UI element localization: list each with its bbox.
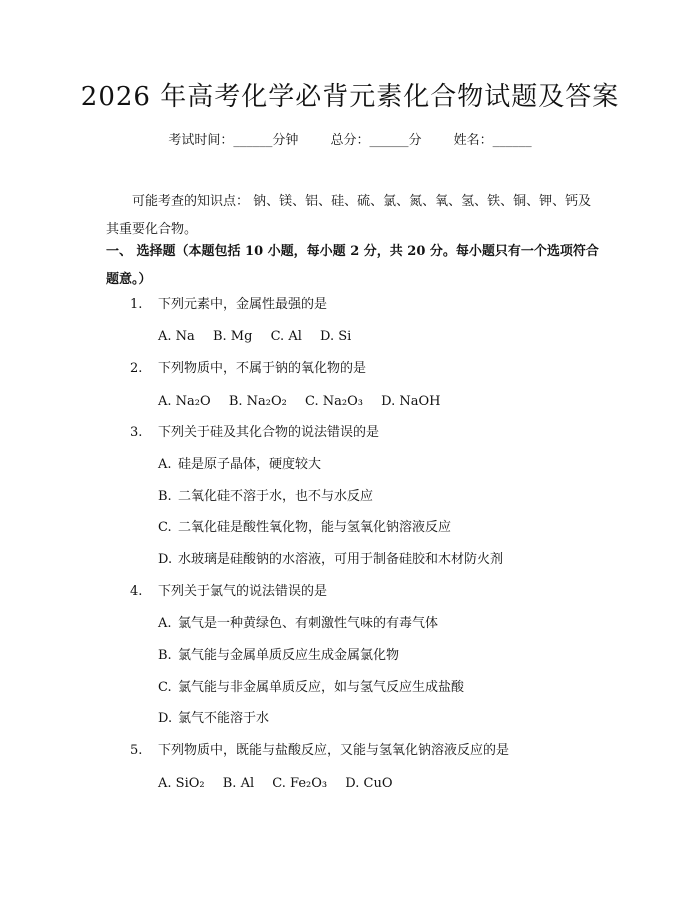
question-number: 3. [130,425,143,440]
option-b: B. Al [222,776,255,791]
question-4-option-c: C. 氯气能与非金属单质反应，如与氢气反应生成盐酸 [158,680,465,695]
exam-info-line [0,132,700,150]
question-stem: 下列关于氯气的说法错误的是 [158,584,328,599]
question-3 [130,424,379,442]
question-1 [130,296,327,314]
page-title: 2026 年高考化学必背元素化合物试题及答案 [80,82,620,112]
question-number: 1. [130,297,143,312]
question-3-option-d: D. 水玻璃是硅酸钠的水溶液，可用于制备硅胶和木材防火剂 [158,552,504,567]
question-5 [130,742,509,760]
question-4-option-d: D. 氯气不能溶于水 [158,711,270,726]
option-b: B. Mg [212,329,253,344]
option-a: A. Na [158,329,195,344]
question-number: 2. [130,361,143,376]
question-stem: 下列元素中，金属性最强的是 [158,297,328,312]
option-c: C. Al [270,329,302,344]
option-b: B. Na₂O₂ [228,394,287,409]
question-3-option-a: A. 硅是原子晶体，硬度较大 [158,457,322,472]
question-number: 5. [130,743,143,758]
option-c: C. Na₂O₃ [305,394,363,409]
question-stem: 下列物质中，既能与盐酸反应，又能与氢氧化钠溶液反应的是 [158,743,510,758]
question-3-option-c: C. 二氧化硅是酸性氧化物，能与氢氧化钠溶液反应 [158,520,452,535]
exam-score-field: 总分：______分 [330,133,422,148]
question-stem: 下列关于硅及其化合物的说法错误的是 [158,425,380,440]
option-a: A. SiO₂ [158,776,205,791]
question-1-options [158,328,365,346]
question-2 [130,360,366,378]
option-d: D. CuO [345,776,393,791]
option-c: C. Fe₂O₃ [272,776,328,791]
question-4-option-a: A. 氯气是一种黄绿色、有刺激性气味的有毒气体 [158,616,439,631]
knowledge-points-intro: 可能考查的知识点： 钠、镁、铝、硅、硫、氯、氮、氧、氢、铁、铜、钾、钙及其重要化合物。 [106,194,592,237]
question-stem: 下列物质中，不属于钠的氧化物的是 [158,361,367,376]
question-number: 4. [130,584,143,599]
question-2-options [158,393,454,411]
question-5-options [158,775,406,793]
option-d: D. Si [320,329,352,344]
option-d: D. NaOH [381,394,441,409]
question-4-option-b: B. 氯气能与金属单质反应生成金属氯化物 [158,648,400,663]
exam-name-field: 姓名：______ [453,133,532,148]
option-a: A. Na₂O [158,394,211,409]
question-3-option-b: B. 二氧化硅不溶于水，也不与水反应 [158,489,374,504]
exam-time-field: 考试时间：______分钟 [168,133,299,148]
question-4 [130,583,327,601]
section-heading: 一、 选择题（本题包括 10 小题，每小题 2 分，共 20 分。每小题只有一个选项符合题意。） [106,244,599,287]
